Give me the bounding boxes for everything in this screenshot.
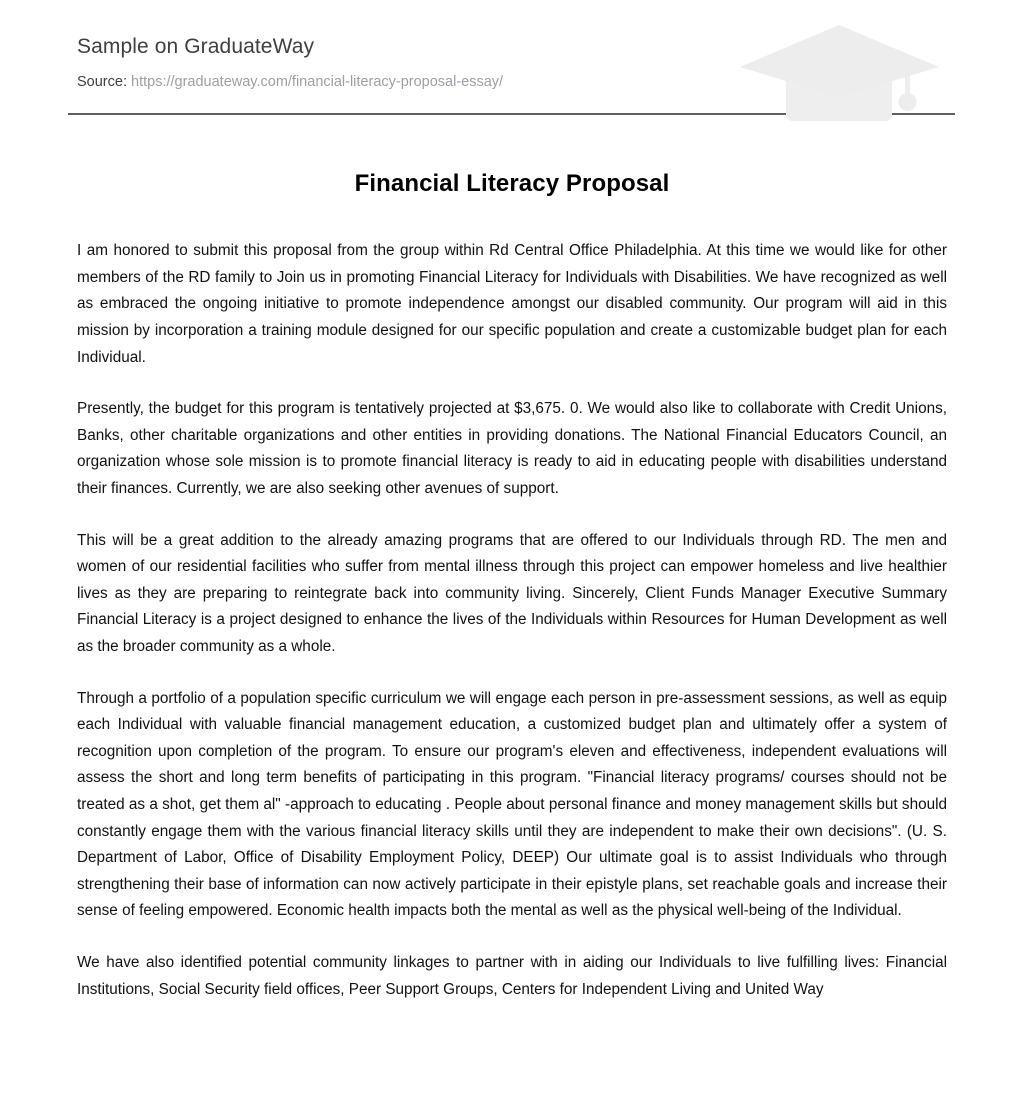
graduation-cap-icon: [734, 12, 964, 124]
body-paragraph: We have also identified potential community linkages to partner with in aiding our Individuals to live fulfilling lives: Financial Institutions, Social Security field offices, Peer Support Groups, Centers for Independent Living and United Way: [77, 953, 947, 998]
source-label: Source:: [77, 74, 127, 91]
page-title: Financial Literacy Proposal: [354, 170, 670, 198]
brand-title: Sample on GraduateWay: [77, 35, 315, 58]
document-header: [0, 0, 1024, 92]
body-paragraph: Presently, the budget for this program is tentatively projected at $3,675. 0. We would also like to collaborate with Credit Unions, Banks, other charitable organizations and other entities in providing donations. The National Financial Educators Council, an organization whose sole mission is to promote financial literacy is ready to aid in educating people with disabilities understand their finances. Currently, we are also seeking other avenues of support.: [77, 400, 947, 498]
body-paragraph: This will be a great addition to the already amazing programs that are offered to our Individuals through RD. The men and women of our residential facilities who suffer from mental illness through this project can empower homeless and live healthier lives as they are preparing to reintegrate back into community living. Sincerely, Client Funds Manager Executive Summary Financial Literacy is a project designed to enhance the lives of the Individuals within Resources for Human Development as well as the broader community as a whole.: [77, 531, 947, 655]
document-body: [0, 238, 1024, 1003]
header-divider: [68, 113, 955, 115]
source-line: [77, 73, 956, 92]
body-paragraph: I am honored to submit this proposal from the group within Rd Central Office Philadelphia. At this time we would like for other members of the RD family to Join us in promoting Financial Literacy for Individuals with Disabilities. We have recognized as well as embraced the ongoing initiative to promote independence amongst our disabled community. Our program will aid in this mission by incorporation a training module designed for our specific population and create a customizable budget plan for each Individual.: [77, 242, 947, 366]
source-url[interactable]: https://graduateway.com/financial-literacy-proposal-essay/: [126, 74, 504, 91]
body-paragraph: Through a portfolio of a population specific curriculum we will engage each person in pre-assessment sessions, as well as equip each Individual with valuable financial management education, a customized budget plan and ultimately offer a system of recognition upon completion of the program. To ensure our program's eleven and effectiveness, independent evaluations will assess the short and long term benefits of participating in this program. "Financial literacy programs/ courses should not be treated as a shot, get them al" -approach to educating . People about personal finance and money management skills but should constantly engage them with the various financial literacy skills until they are independent to make their own decisions". (U. S. Department of Labor, Office of Disability Employment Policy, DEEP) Our ultimate goal is to assist Individuals who through strengthening their base of information can now actively participate in their epistyle plans, set reachable goals and increase their sense of feeling empowered. Economic health impacts both the mental as well as the physical well-being of the Individual.: [77, 689, 947, 920]
